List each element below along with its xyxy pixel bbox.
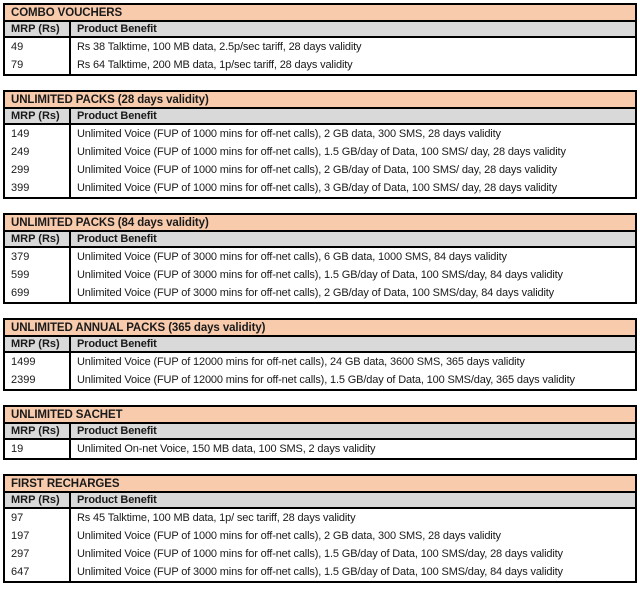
table-body: [5, 125, 635, 197]
table-row: [5, 179, 635, 197]
section-title: FIRST RECHARGES: [5, 476, 635, 493]
table-row: [5, 56, 635, 74]
mrp-value: 699: [5, 284, 71, 302]
benefit-value: Unlimited On-net Voice, 150 MB data, 100 SMS, 2 days validity: [77, 443, 376, 455]
benefit-value: Unlimited Voice (FUP of 12000 mins for off-net calls), 1.5 GB/day of Data, 100 SMS/day, 365 days validity: [77, 374, 575, 386]
benefit-value: Rs 64 Talktime, 200 MB data, 1p/sec tariff, 28 days validity: [77, 59, 353, 71]
mrp-value: 647: [5, 563, 71, 581]
benefit-column-header: Product Benefit: [77, 338, 157, 350]
benefit-value: Unlimited Voice (FUP of 1000 mins for off-net calls), 2 GB/day of Data, 100 SMS/ day, 28 days validity: [77, 164, 557, 176]
column-header-row: [5, 493, 635, 509]
benefit-value: Unlimited Voice (FUP of 3000 mins for off-net calls), 2 GB/day of Data, 100 SMS/day, 84 days validity: [77, 287, 555, 299]
mrp-value: 297: [5, 545, 71, 563]
table-row: [5, 266, 635, 284]
section-title: COMBO VOUCHERS: [5, 5, 635, 22]
mrp-value: 379: [5, 248, 71, 266]
table-row: [5, 284, 635, 302]
column-header-row: [5, 232, 635, 248]
benefit-value: Unlimited Voice (FUP of 1000 mins for off-net calls), 3 GB/day of Data, 100 SMS/ day, 28 days validity: [77, 182, 557, 194]
benefit-value: Rs 45 Talktime, 100 MB data, 1p/ sec tariff, 28 days validity: [77, 512, 356, 524]
tariff-table: [3, 90, 637, 199]
mrp-value: 399: [5, 179, 71, 197]
table-row: [5, 545, 635, 563]
benefit-value: Unlimited Voice (FUP of 1000 mins for off-net calls), 2 GB data, 300 SMS, 28 days validity: [77, 128, 501, 140]
mrp-column-header: MRP (Rs): [5, 424, 71, 438]
benefit-value: Unlimited Voice (FUP of 1000 mins for off-net calls), 2 GB data, 300 SMS, 28 days validity: [77, 530, 501, 542]
benefit-value: Unlimited Voice (FUP of 3000 mins for off-net calls), 6 GB data, 1000 SMS, 84 days validity: [77, 251, 507, 263]
benefit-column-header: Product Benefit: [77, 23, 157, 35]
column-header-row: [5, 109, 635, 125]
table-row: [5, 563, 635, 581]
benefit-column-header: Product Benefit: [77, 110, 157, 122]
mrp-value: 149: [5, 125, 71, 143]
column-header-row: [5, 424, 635, 440]
mrp-value: 19: [5, 440, 71, 458]
mrp-value: 2399: [5, 371, 71, 389]
mrp-column-header: MRP (Rs): [5, 493, 71, 507]
table-row: [5, 440, 635, 458]
mrp-value: 249: [5, 143, 71, 161]
table-row: [5, 527, 635, 545]
benefit-column-header: Product Benefit: [77, 425, 157, 437]
section-title: UNLIMITED PACKS (28 days validity): [5, 92, 635, 109]
section-title: UNLIMITED ANNUAL PACKS (365 days validity): [5, 320, 635, 337]
benefit-value: Unlimited Voice (FUP of 3000 mins for off-net calls), 1.5 GB/day of Data, 100 SMS/day, 84 days validity: [77, 566, 563, 578]
tariff-table: [3, 213, 637, 304]
table-row: [5, 38, 635, 56]
mrp-value: 197: [5, 527, 71, 545]
mrp-value: 599: [5, 266, 71, 284]
table-body: [5, 38, 635, 74]
table-row: [5, 353, 635, 371]
table-row: [5, 371, 635, 389]
table-body: [5, 248, 635, 302]
mrp-column-header: MRP (Rs): [5, 22, 71, 36]
tariff-table: [3, 405, 637, 460]
mrp-column-header: MRP (Rs): [5, 337, 71, 351]
section-title: UNLIMITED SACHET: [5, 407, 635, 424]
tariff-table: [3, 3, 637, 76]
mrp-value: 49: [5, 38, 71, 56]
tariff-table: [3, 318, 637, 391]
benefit-value: Unlimited Voice (FUP of 1000 mins for off-net calls), 1.5 GB/day of Data, 100 SMS/day, 28 days validity: [77, 548, 563, 560]
table-row: [5, 161, 635, 179]
tariff-table: [3, 474, 637, 583]
benefit-column-header: Product Benefit: [77, 494, 157, 506]
table-body: [5, 509, 635, 581]
table-row: [5, 143, 635, 161]
column-header-row: [5, 22, 635, 38]
benefit-value: Unlimited Voice (FUP of 3000 mins for off-net calls), 1.5 GB/day of Data, 100 SMS/day, 84 days validity: [77, 269, 563, 281]
mrp-column-header: MRP (Rs): [5, 232, 71, 246]
section-title: UNLIMITED PACKS (84 days validity): [5, 215, 635, 232]
mrp-value: 97: [5, 509, 71, 527]
benefit-value: Unlimited Voice (FUP of 1000 mins for off-net calls), 1.5 GB/day of Data, 100 SMS/ day, 28 days validity: [77, 146, 566, 158]
table-body: [5, 353, 635, 389]
benefit-column-header: Product Benefit: [77, 233, 157, 245]
mrp-value: 79: [5, 56, 71, 74]
mrp-value: 299: [5, 161, 71, 179]
table-row: [5, 125, 635, 143]
column-header-row: [5, 337, 635, 353]
benefit-value: Rs 38 Talktime, 100 MB data, 2.5p/sec tariff, 28 days validity: [77, 41, 362, 53]
mrp-value: 1499: [5, 353, 71, 371]
table-row: [5, 248, 635, 266]
benefit-value: Unlimited Voice (FUP of 12000 mins for off-net calls), 24 GB data, 3600 SMS, 365 days validity: [77, 356, 525, 368]
table-row: [5, 509, 635, 527]
mrp-column-header: MRP (Rs): [5, 109, 71, 123]
table-body: [5, 440, 635, 458]
